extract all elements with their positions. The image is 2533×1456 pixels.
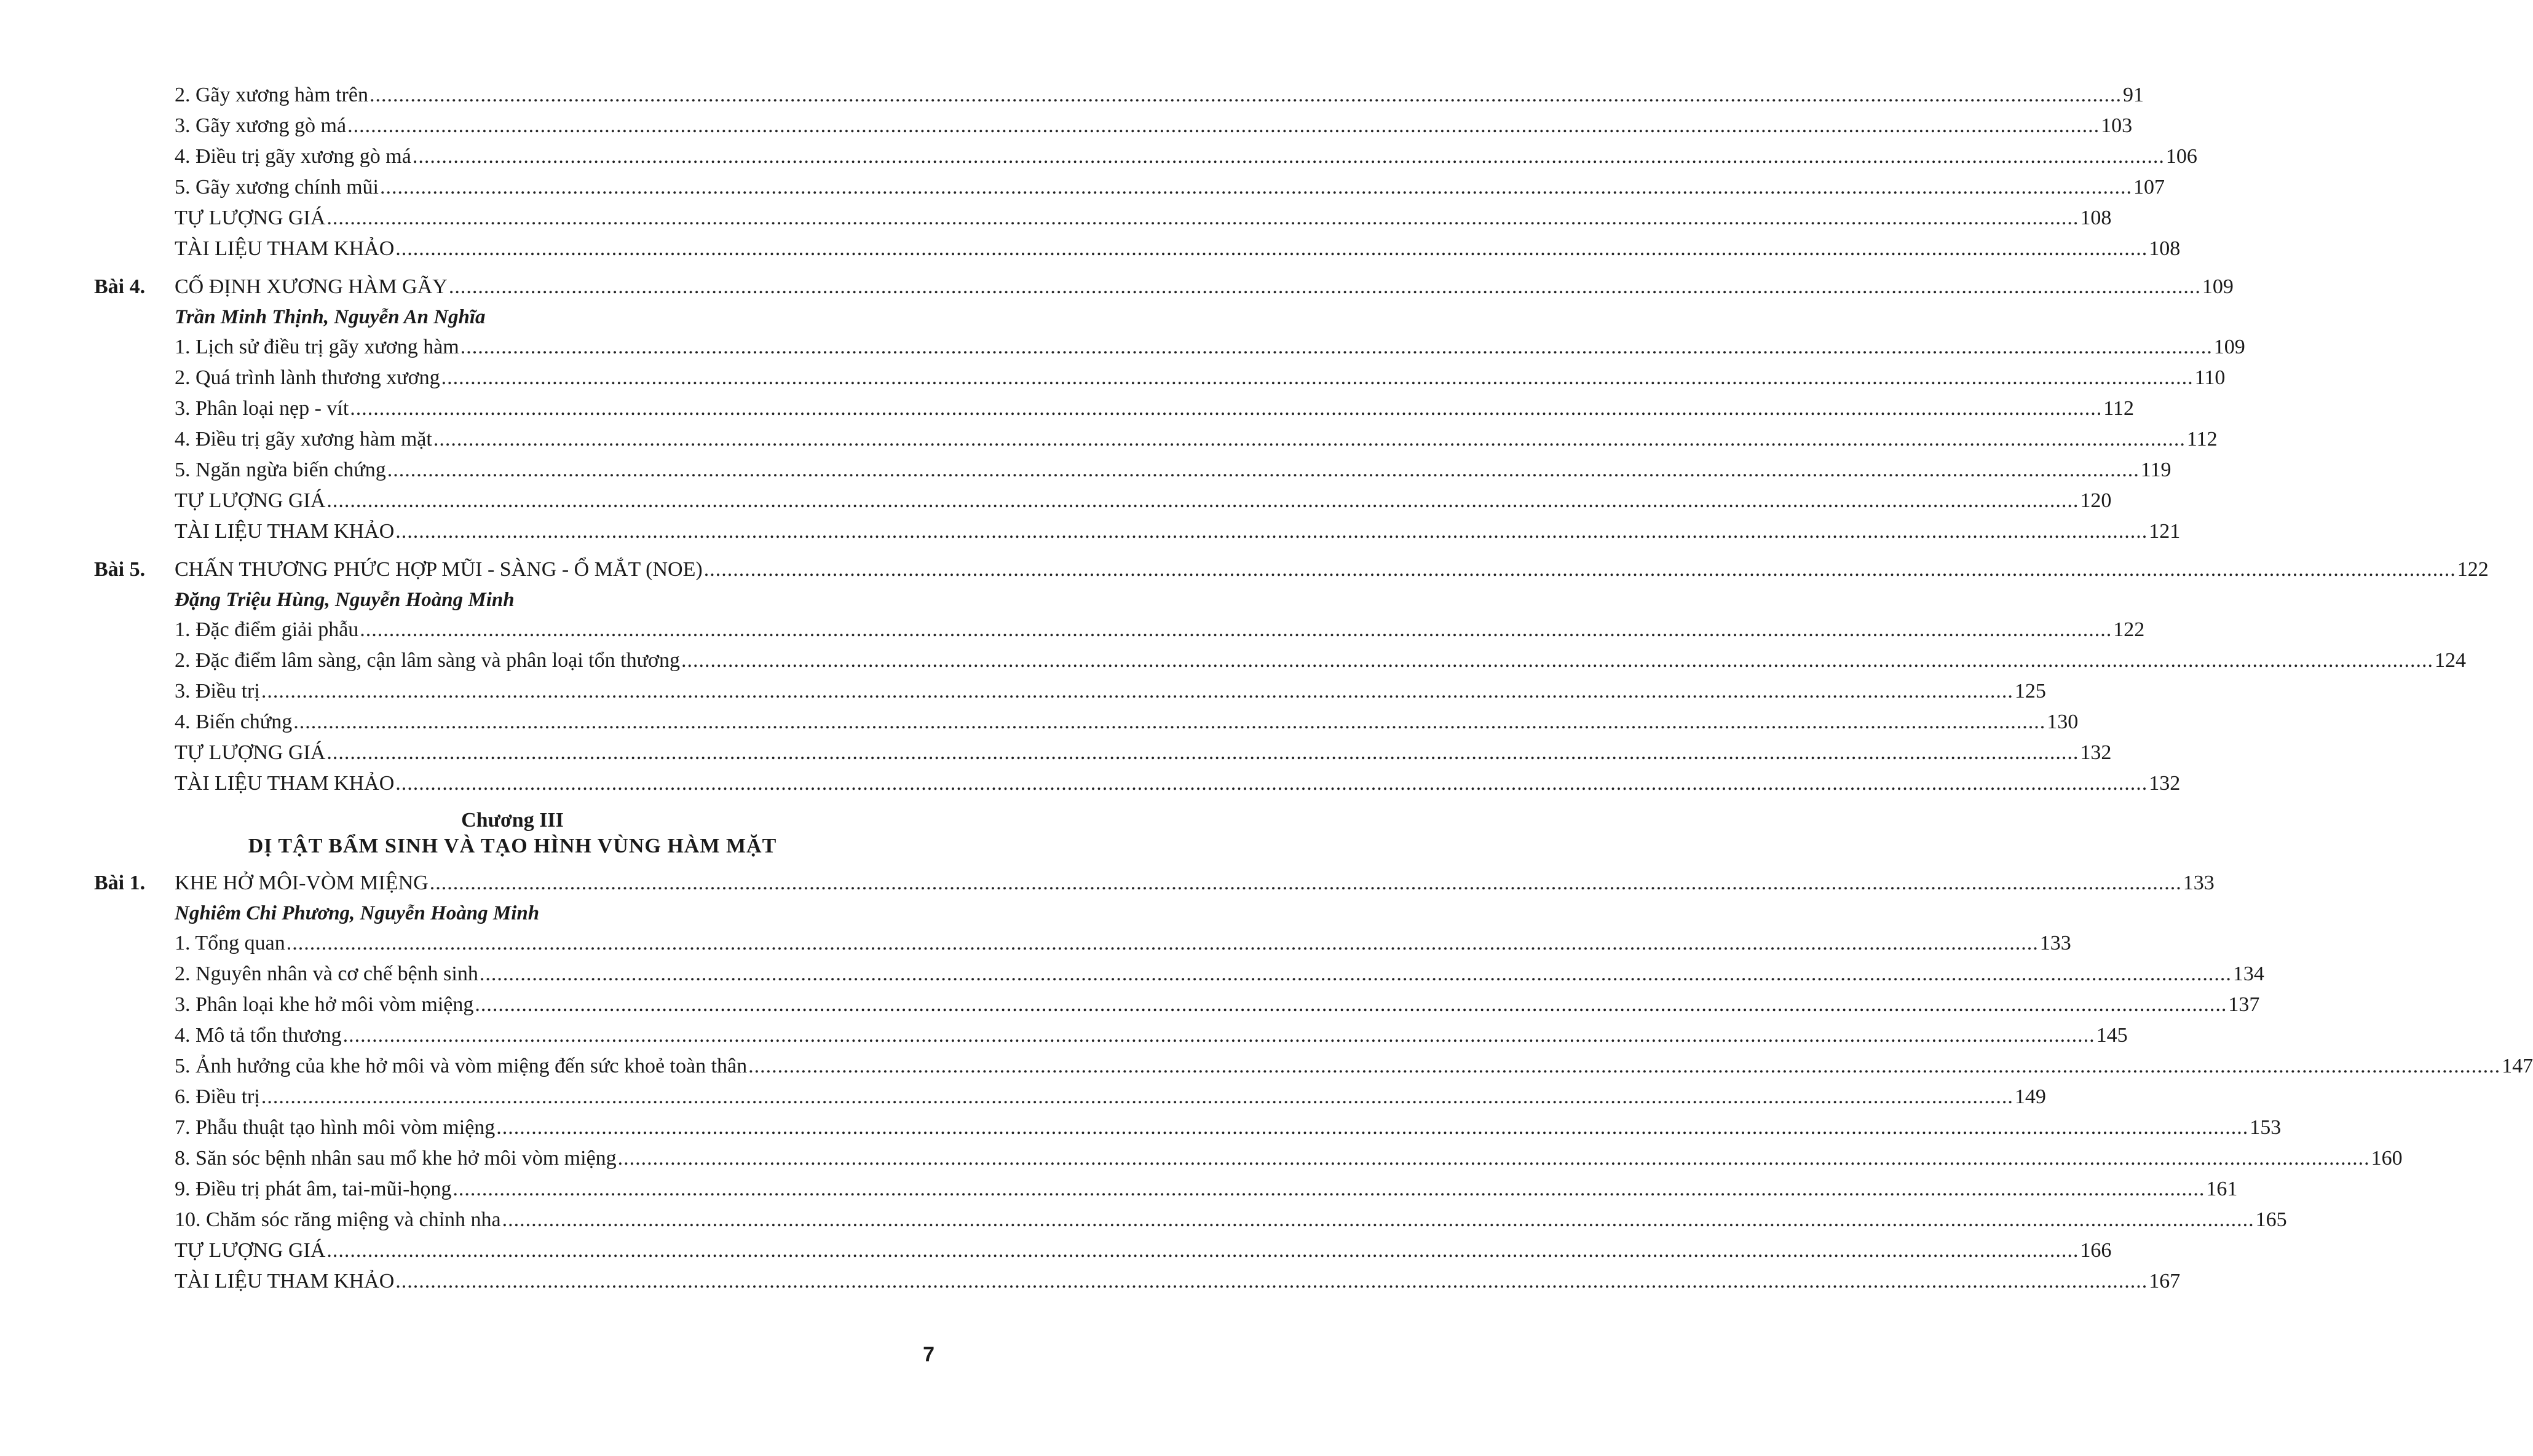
dot-leader: ............................................................................................................................................................................................................................................................................................................ <box>703 558 2456 581</box>
entry-text: 3. Phân loại nẹp - vít <box>175 397 349 420</box>
dot-leader: ............................................................................................................................................................................................................................................................................................................ <box>342 1024 2095 1047</box>
entry-text: 3. Điều trị <box>175 680 260 702</box>
page-number: 7 <box>923 1343 935 1366</box>
toc-entry <box>0 111 2133 141</box>
dot-leader: ............................................................................................................................................................................................................................................................................................................ <box>387 458 2140 481</box>
toc-entry <box>0 1143 2403 1174</box>
entry-text: 1. Tổng quan <box>175 932 285 954</box>
toc-entry <box>0 1205 2287 1235</box>
entry-text: 4. Mô tả tổn thương <box>175 1024 342 1047</box>
entry-page: 108 <box>2080 207 2112 229</box>
lesson-page: 133 <box>2183 872 2215 894</box>
toc-entry <box>0 1174 2238 1205</box>
lesson-page: 109 <box>2202 275 2234 298</box>
entry-text: 7. Phẫu thuật tạo hình môi vòm miệng <box>175 1116 496 1139</box>
entry-page: 109 <box>2213 336 2245 358</box>
dot-leader: ............................................................................................................................................................................................................................................................................................................ <box>479 962 2232 985</box>
dot-leader: ............................................................................................................................................................................................................................................................................................................ <box>617 1147 2370 1170</box>
lesson-label: Bài 5. <box>94 558 146 581</box>
lesson-title: CỐ ĐỊNH XƯƠNG HÀM GÃY <box>175 275 448 298</box>
toc-entry <box>0 141 2197 172</box>
toc-group-continued <box>0 80 2197 264</box>
entry-page: 112 <box>2103 397 2135 420</box>
entry-page: 153 <box>2250 1116 2282 1139</box>
lesson-authors: Đặng Triệu Hùng, Nguyễn Hoàng Minh <box>175 589 515 611</box>
toc-entry <box>0 172 2165 203</box>
dot-leader: ............................................................................................................................................................................................................................................................................................................ <box>261 680 2013 702</box>
dot-leader: ............................................................................................................................................................................................................................................................................................................ <box>412 145 2165 168</box>
lesson-authors: Nghiêm Chi Phương, Nguyễn Hoàng Minh <box>175 902 540 924</box>
toc-entry <box>0 738 2112 768</box>
lesson-heading <box>0 272 2234 302</box>
dot-leader: ............................................................................................................................................................................................................................................................................................................ <box>452 1178 2205 1200</box>
entry-text: 3. Phân loại khe hở môi vòm miệng <box>175 993 474 1016</box>
entry-text: TÀI LIỆU THAM KHẢO <box>175 520 395 543</box>
entry-text: TÀI LIỆU THAM KHẢO <box>175 1270 395 1293</box>
entry-page: 119 <box>2140 458 2171 481</box>
dot-leader: ............................................................................................................................................................................................................................................................................................................ <box>681 649 2433 672</box>
dot-leader: ............................................................................................................................................................................................................................................................................................................ <box>448 275 2201 298</box>
lesson-title: CHẤN THƯƠNG PHỨC HỢP MŨI - SÀNG - Ổ MẮT (NOE) <box>175 558 703 581</box>
lesson-heading <box>0 868 2215 899</box>
entry-text: TỰ LƯỢNG GIÁ <box>175 207 326 229</box>
entry-page: 161 <box>2206 1178 2238 1200</box>
entry-text: 6. Điều trị <box>175 1085 260 1108</box>
entry-page: 137 <box>2228 993 2260 1016</box>
chapter-heading <box>0 808 1025 859</box>
entry-text: 3. Gãy xương gò má <box>175 114 347 137</box>
toc-group-lesson-4 <box>0 272 2245 547</box>
entry-page: 134 <box>2232 962 2264 985</box>
entry-page: 124 <box>2434 649 2466 672</box>
lesson-heading <box>0 554 2489 585</box>
entry-page: 145 <box>2096 1024 2128 1047</box>
toc-entry <box>0 80 2144 111</box>
entry-page: 149 <box>2014 1085 2046 1108</box>
entry-text: 2. Gãy xương hàm trên <box>175 84 368 106</box>
dot-leader: ............................................................................................................................................................................................................................................................................................................ <box>748 1055 2501 1077</box>
lesson-label: Bài 1. <box>94 872 146 894</box>
entry-text: 10. Chăm sóc răng miệng và chỉnh nha <box>175 1208 501 1231</box>
chapter-number: Chương III <box>461 809 564 832</box>
lesson-page: 122 <box>2457 558 2489 581</box>
entry-page: 132 <box>2080 741 2112 764</box>
dot-leader: ............................................................................................................................................................................................................................................................................................................ <box>460 336 2213 358</box>
toc-entry <box>0 959 2264 990</box>
entry-page: 160 <box>2371 1147 2403 1170</box>
entry-page: 147 <box>2502 1055 2533 1077</box>
entry-text: TỰ LƯỢNG GIÁ <box>175 741 326 764</box>
entry-page: 132 <box>2149 772 2181 795</box>
entry-text: 5. Ảnh hưởng của khe hở môi và vòm miệng đến sức khoẻ toàn thân <box>175 1055 748 1077</box>
entry-text: TÀI LIỆU THAM KHẢO <box>175 772 395 795</box>
dot-leader: ............................................................................................................................................................................................................................................................................................................ <box>502 1208 2254 1231</box>
entry-text: 4. Biến chứng <box>175 710 293 733</box>
entry-text: 9. Điều trị phát âm, tai-mũi-họng <box>175 1178 452 1200</box>
toc-entry <box>0 676 2046 707</box>
dot-leader: ............................................................................................................................................................................................................................................................................................................ <box>369 84 2122 106</box>
entry-page: 133 <box>2039 932 2071 954</box>
dot-leader: ............................................................................................................................................................................................................................................................................................................ <box>326 741 2079 764</box>
toc-entry <box>0 615 2145 645</box>
table-of-contents <box>0 80 2533 1297</box>
dot-leader: ............................................................................................................................................................................................................................................................................................................ <box>326 489 2079 512</box>
entry-text: 2. Quá trình lành thương xương <box>175 366 440 389</box>
entry-text: 5. Ngăn ngừa biến chứng <box>175 458 386 481</box>
toc-entry <box>0 332 2245 363</box>
dot-leader: ............................................................................................................................................................................................................................................................................................................ <box>350 397 2103 420</box>
chapter-title: DỊ TẬT BẨM SINH VÀ TẠO HÌNH VÙNG HÀM MẶT <box>248 835 777 857</box>
toc-entry <box>0 1051 2533 1082</box>
toc-entry <box>0 516 2181 547</box>
entry-text: 4. Điều trị gãy xương hàm mặt <box>175 428 432 451</box>
entry-text: 5. Gãy xương chính mũi <box>175 176 379 199</box>
entry-text: 2. Đặc điểm lâm sàng, cận lâm sàng và phân loại tổn thương <box>175 649 680 672</box>
entry-text: TÀI LIỆU THAM KHẢO <box>175 237 395 260</box>
dot-leader: ............................................................................................................................................................................................................................................................................................................ <box>441 366 2194 389</box>
toc-entry <box>0 1235 2112 1266</box>
toc-entry <box>0 363 2226 393</box>
dot-leader: ............................................................................................................................................................................................................................................................................................................ <box>475 993 2227 1016</box>
entry-page: 125 <box>2014 680 2046 702</box>
toc-entry <box>0 424 2218 455</box>
dot-leader: ............................................................................................................................................................................................................................................................................................................ <box>395 1270 2148 1293</box>
dot-leader: ............................................................................................................................................................................................................................................................................................................ <box>326 1239 2079 1262</box>
dot-leader: ............................................................................................................................................................................................................................................................................................................ <box>347 114 2100 137</box>
dot-leader: ............................................................................................................................................................................................................................................................................................................ <box>286 932 2039 954</box>
toc-entry <box>0 486 2112 516</box>
dot-leader: ............................................................................................................................................................................................................................................................................................................ <box>326 207 2079 229</box>
entry-page: 120 <box>2080 489 2112 512</box>
entry-page: 166 <box>2080 1239 2112 1262</box>
entry-page: 165 <box>2255 1208 2287 1231</box>
dot-leader: ............................................................................................................................................................................................................................................................................................................ <box>261 1085 2013 1108</box>
toc-entry <box>0 768 2181 799</box>
entry-text: 1. Đặc điểm giải phẫu <box>175 618 359 641</box>
toc-entry <box>0 203 2112 234</box>
dot-leader: ............................................................................................................................................................................................................................................................................................................ <box>360 618 2112 641</box>
entry-page: 106 <box>2165 145 2197 168</box>
toc-entry <box>0 1112 2282 1143</box>
dot-leader: ............................................................................................................................................................................................................................................................................................................ <box>395 772 2148 795</box>
toc-group-lesson-5 <box>0 554 2489 799</box>
toc-entry <box>0 1082 2046 1112</box>
dot-leader: ............................................................................................................................................................................................................................................................................................................ <box>429 872 2182 894</box>
toc-entry <box>0 234 2181 264</box>
toc-entry <box>0 645 2466 676</box>
entry-text: TỰ LƯỢNG GIÁ <box>175 1239 326 1262</box>
toc-entry <box>0 455 2171 486</box>
entry-text: 8. Săn sóc bệnh nhân sau mổ khe hở môi vòm miệng <box>175 1147 617 1170</box>
entry-text: TỰ LƯỢNG GIÁ <box>175 489 326 512</box>
dot-leader: ............................................................................................................................................................................................................................................................................................................ <box>395 520 2148 543</box>
dot-leader: ............................................................................................................................................................................................................................................................................................................ <box>433 428 2186 451</box>
entry-page: 103 <box>2101 114 2133 137</box>
entry-page: 108 <box>2149 237 2181 260</box>
dot-leader: ............................................................................................................................................................................................................................................................................................................ <box>293 710 2046 733</box>
dot-leader: ............................................................................................................................................................................................................................................................................................................ <box>395 237 2148 260</box>
lesson-authors: Trần Minh Thịnh, Nguyễn An Nghĩa <box>175 306 486 328</box>
dot-leader: ............................................................................................................................................................................................................................................................................................................ <box>379 176 2132 199</box>
entry-page: 122 <box>2113 618 2145 641</box>
entry-page: 110 <box>2194 366 2226 389</box>
entry-text: 2. Nguyên nhân và cơ chế bệnh sinh <box>175 962 478 985</box>
toc-entry <box>0 393 2135 424</box>
entry-page: 167 <box>2149 1270 2181 1293</box>
dot-leader: ............................................................................................................................................................................................................................................................................................................ <box>496 1116 2249 1139</box>
lesson-title: KHE HỞ MÔI-VÒM MIỆNG <box>175 872 429 894</box>
toc-group-lesson-1 <box>0 868 2533 1297</box>
entry-page: 130 <box>2047 710 2079 733</box>
entry-page: 112 <box>2186 428 2218 451</box>
toc-entry <box>0 1266 2181 1297</box>
lesson-label: Bài 4. <box>94 275 146 298</box>
entry-page: 107 <box>2133 176 2165 199</box>
entry-text: 1. Lịch sử điều trị gãy xương hàm <box>175 336 459 358</box>
toc-entry <box>0 990 2260 1020</box>
toc-entry <box>0 928 2071 959</box>
entry-page: 121 <box>2149 520 2181 543</box>
entry-page: 91 <box>2122 84 2144 106</box>
toc-entry <box>0 1020 2128 1051</box>
toc-entry <box>0 707 2079 738</box>
entry-text: 4. Điều trị gãy xương gò má <box>175 145 411 168</box>
